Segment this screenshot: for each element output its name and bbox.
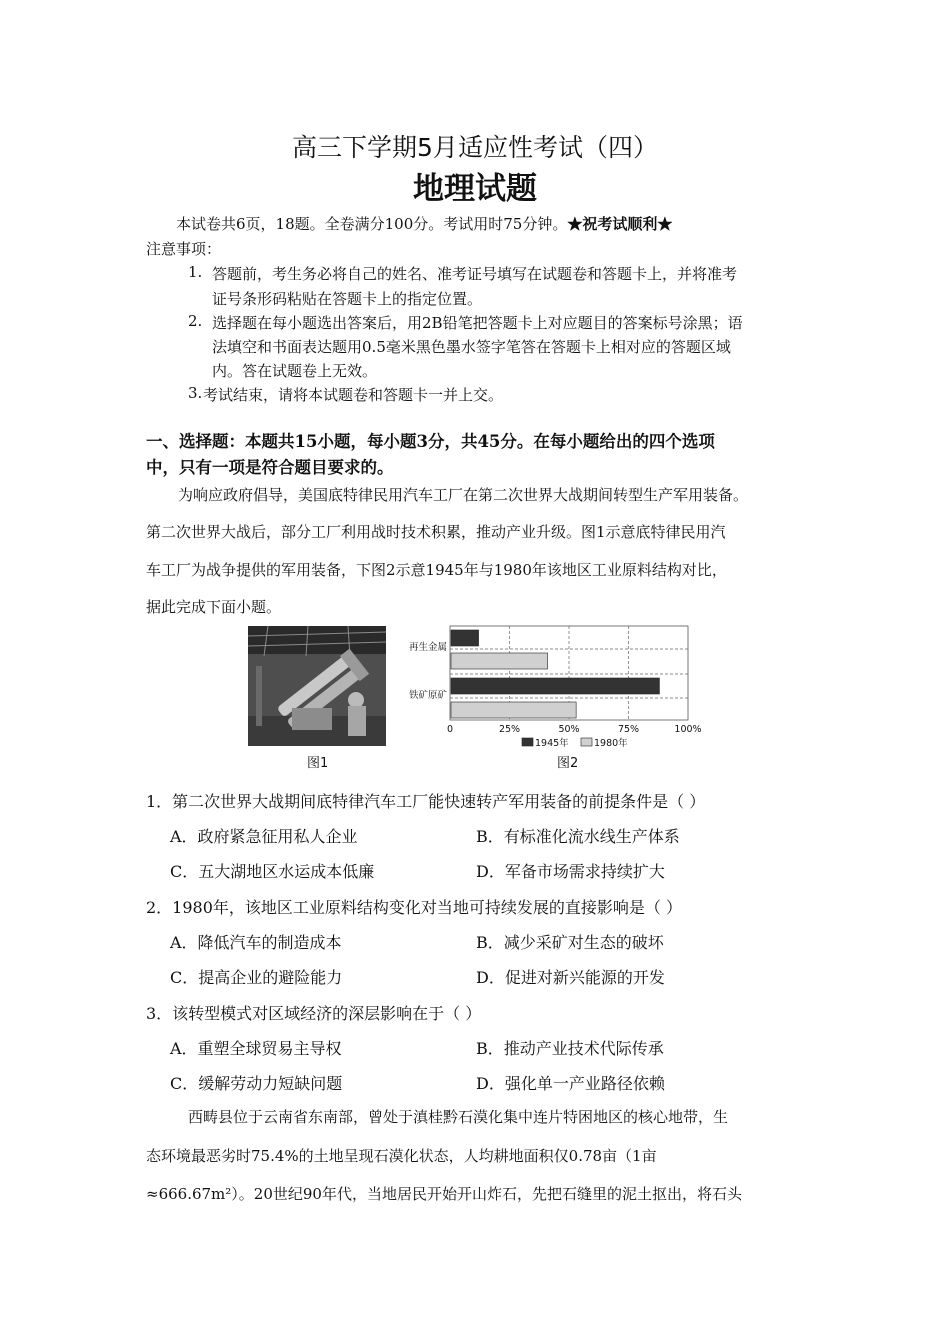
question-option[interactable]: B．推动产业技术代际传承 bbox=[476, 1039, 664, 1058]
passage-line: 西畴县位于云南省东南部，曾处于滇桂黔石漠化集中连片特困地区的核心地带，生 bbox=[188, 1108, 729, 1126]
section-heading: 一、选择题：本题共15小题，每小题3分，共45分。在每小题给出的四个选项 bbox=[146, 432, 715, 451]
exam-info-text: 本试卷共6页，18题。全卷满分100分。考试用时75分钟。 bbox=[176, 215, 568, 233]
x-tick-label: 100% bbox=[674, 724, 702, 735]
passage-line: 态环境最恶劣时75.4%的土地呈现石漠化状态，人均耕地面积仅0.78亩（1亩 bbox=[146, 1147, 657, 1165]
figure1-caption: 图1 bbox=[307, 756, 329, 771]
question-option[interactable]: A．降低汽车的制造成本 bbox=[170, 933, 342, 952]
question-option[interactable]: A．政府紧急征用私人企业 bbox=[170, 827, 358, 846]
exam-info bbox=[176, 213, 672, 234]
note-line: 答题前，考生务必将自己的姓名、准考证号填写在试题卷和答题卡上，并将准考 bbox=[212, 265, 738, 283]
bar-recycled-metal-1980 bbox=[451, 653, 548, 669]
category-label: 再生金属 bbox=[408, 642, 447, 653]
exam-subject: 地理试题 bbox=[413, 171, 537, 207]
x-tick-label: 50% bbox=[558, 724, 580, 735]
legend-swatch-1980 bbox=[581, 738, 592, 746]
question-stem: 1．第二次世界大战期间底特律汽车工厂能快速转产军用装备的前提条件是（ ） bbox=[146, 792, 706, 811]
exam-title: 高三下学期5月适应性考试（四） bbox=[292, 133, 658, 162]
figure1-photo bbox=[248, 626, 386, 746]
legend-swatch-1945 bbox=[522, 738, 533, 746]
note-line: 证号条形码粘贴在答题卡上的指定位置。 bbox=[212, 290, 483, 308]
passage-line: 车工厂为战争提供的军用装备，下图2示意1945年与1980年该地区工业原料结构对比， bbox=[146, 561, 727, 579]
note-number: 1. bbox=[188, 263, 203, 281]
question-option[interactable]: C．缓解劳动力短缺问题 bbox=[170, 1074, 343, 1093]
note-line: 选择题在每小题选出答案后，用2B铅笔把答题卡上对应题目的答案标号涂黑；语 bbox=[212, 314, 743, 332]
exam-wish: ★祝考试顺利★ bbox=[567, 215, 673, 233]
question-option[interactable]: C．五大湖地区水运成本低廉 bbox=[170, 862, 375, 881]
passage-line: 据此完成下面小题。 bbox=[146, 598, 282, 616]
question-option[interactable]: D．促进对新兴能源的开发 bbox=[476, 968, 665, 987]
notes-label: 注意事项： bbox=[146, 240, 222, 258]
category-label: 铁矿原矿 bbox=[408, 690, 447, 701]
question-option[interactable]: B．有标准化流水线生产体系 bbox=[476, 827, 680, 846]
bar-recycled-metal-1945 bbox=[451, 630, 479, 646]
military-equipment-image bbox=[248, 626, 386, 746]
question-option[interactable]: B．减少采矿对生态的破坏 bbox=[476, 933, 664, 952]
bar-iron-ore-1945 bbox=[451, 678, 659, 694]
bar-iron-ore-1980 bbox=[451, 702, 576, 718]
question-option[interactable]: A．重塑全球贸易主导权 bbox=[170, 1039, 342, 1058]
question-stem: 3．该转型模式对区域经济的深层影响在于（ ） bbox=[146, 1004, 482, 1023]
question-option[interactable]: D．军备市场需求持续扩大 bbox=[476, 862, 665, 881]
x-tick-label: 75% bbox=[617, 724, 640, 735]
question-option[interactable]: D．强化单一产业路径依赖 bbox=[476, 1074, 665, 1093]
figure2-caption: 图2 bbox=[557, 756, 579, 771]
note-line: 法填空和书面表达题用0.5毫米黑色墨水签字笔答在答题卡上相对应的答题区域 bbox=[212, 338, 731, 356]
passage-line: 第二次世界大战后，部分工厂利用战时技术积累，推动产业升级。图1示意底特律民用汽 bbox=[146, 523, 726, 541]
note-line: 考试结束，请将本试题卷和答题卡一并上交。 bbox=[203, 386, 504, 404]
figure2-chart bbox=[398, 622, 708, 750]
legend-label: 1980年 bbox=[594, 738, 628, 749]
section-heading: 中，只有一项是符合题目要求的。 bbox=[146, 458, 394, 477]
note-number: 3. bbox=[188, 384, 203, 402]
passage-line: 为响应政府倡导，美国底特律民用汽车工厂在第二次世界大战期间转型生产军用装备。 bbox=[178, 486, 749, 504]
x-tick-label: 0 bbox=[446, 724, 454, 735]
legend-label: 1945年 bbox=[535, 738, 569, 749]
question-stem: 2．1980年，该地区工业原料结构变化对当地可持续发展的直接影响是（ ） bbox=[146, 898, 682, 917]
note-line: 内。答在试题卷上无效。 bbox=[212, 362, 378, 380]
question-option[interactable]: C．提高企业的避险能力 bbox=[170, 968, 343, 987]
x-tick-label: 25% bbox=[498, 724, 521, 735]
passage-line: ≈666.67m²）。20世纪90年代，当地居民开始开山炸石，先把石缝里的泥土抠出，将石头 bbox=[146, 1185, 742, 1203]
note-number: 2. bbox=[188, 312, 203, 330]
